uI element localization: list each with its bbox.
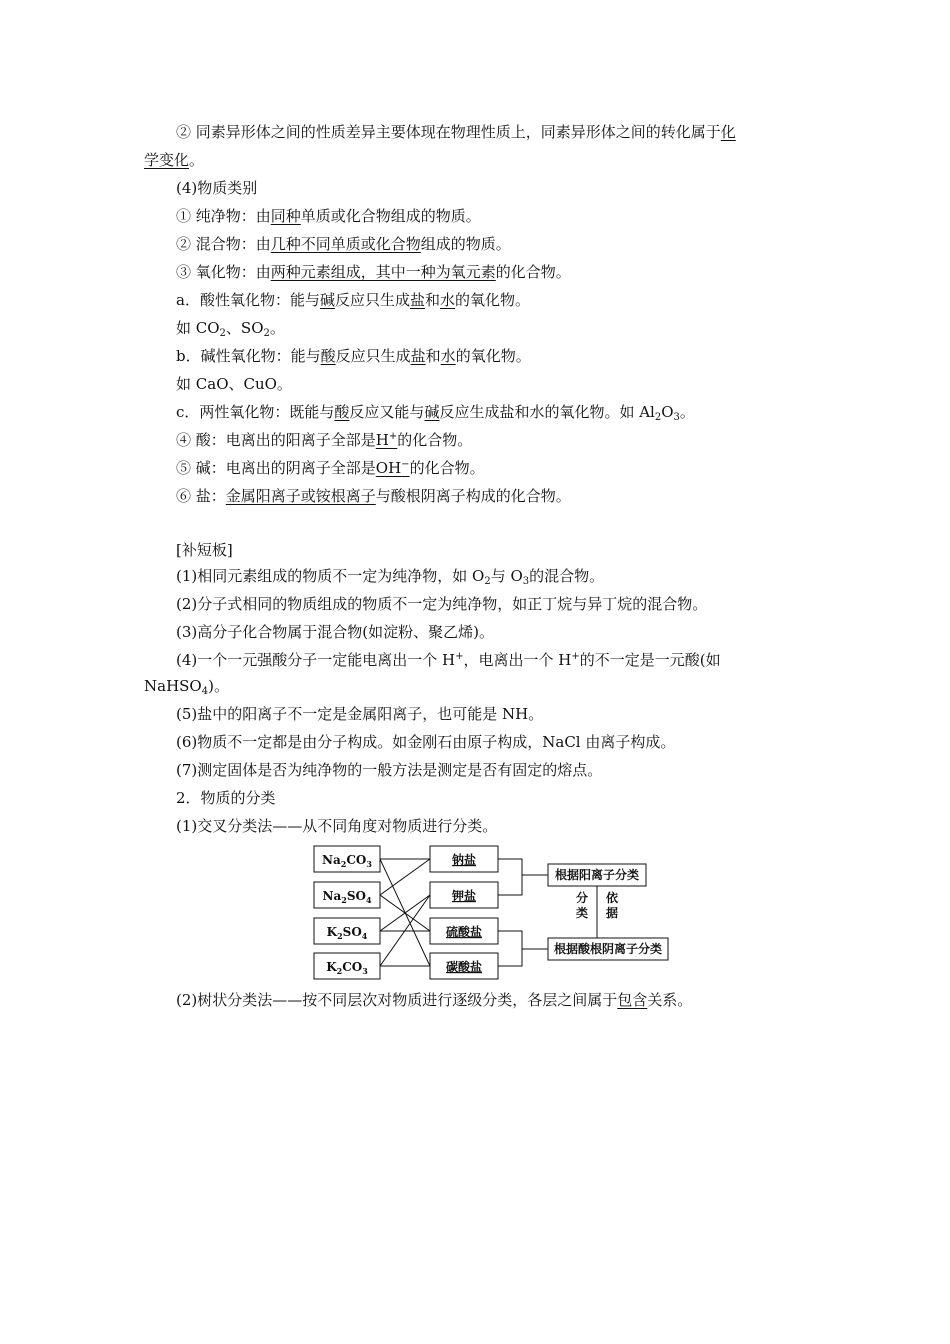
supplement-title [176,540,846,560]
text: O [661,403,674,421]
superscript: − [401,459,410,470]
def-acid [176,430,846,450]
formula-subscript: 3 [366,859,372,869]
text: ③ 氧化物：由 [176,263,271,281]
paragraph-allotrope [176,122,846,142]
text: a．酸性氧化物：能与 [176,291,320,309]
superscript: + [455,651,464,662]
text: 的混合物。 [529,567,605,585]
supplement-item-7 [176,760,846,780]
label-basis-char: 分 [575,891,589,905]
subscript: 2 [219,328,226,339]
link-line [380,859,430,895]
text: (6)物质不一定都是由分子构成。如金刚石由原子构成，NaCl 由离子构成。 [176,733,676,751]
bracket-anion [498,931,522,966]
text: OH [375,459,402,477]
def-basic-oxide [176,346,846,366]
text: c．两性氧化物：既能与 [176,403,335,421]
cross-classification-diagram [312,844,672,980]
diagram-svg [312,844,672,980]
tree-classification-text [176,990,846,1010]
underlined-answer: 盐 [410,347,426,365]
label-na2so4 [322,889,371,905]
label-k2co3 [326,960,368,976]
text: 。 [269,319,285,337]
label-basis-char: 依 [605,891,619,905]
formula-subscript: 4 [361,931,368,941]
formula-part: K [326,960,337,974]
formula-subscript: 2 [341,895,347,905]
text: ⑤ 碱：电离出的阴离子全部是 [176,459,376,477]
text: ② 混合物：由 [176,235,271,253]
underlined-answer: 碱 [424,403,440,421]
text: 反应只生成 [334,291,410,309]
formula-part: K [326,925,338,939]
text: 组成的物质。 [420,235,511,253]
text: 2．物质的分类 [176,789,276,807]
label-k2so4 [327,925,368,941]
underlined-answer: 学变化 [144,151,190,169]
formula-part: CO [342,960,363,974]
text: 。 [189,151,205,169]
text: NaHSO [144,677,202,695]
label-basis-char: 据 [605,906,619,920]
text: 的不一定是一元酸(如 [579,651,721,669]
supplement-item-5 [176,704,846,724]
text: 反应生成盐和水的氧化物。如 Al [439,403,655,421]
text: 的化合物。 [495,263,571,281]
label-sulfate: 硫酸盐 [445,925,483,939]
text: 与 O [490,567,523,585]
label-by-anion: 根据酸根阴离子分类 [553,942,663,956]
def-mixture [176,234,846,254]
formula-subscript: 3 [362,966,368,976]
underlined-answer [376,431,397,449]
text: ② 同素异形体之间的性质差异主要体现在物理性质上，同素异形体之间的转化属于 [176,123,721,141]
formula-part: CO [346,853,367,867]
text: 的化合物。 [397,431,473,449]
subscript: 2 [484,576,491,587]
text: (1)相同元素组成的物质不一定为纯净物，如 O [176,567,485,585]
text: 反应又能与 [349,403,425,421]
superscript: + [571,651,580,662]
formula-part: Na [322,853,341,867]
example-acidic-oxide [176,318,846,338]
def-amphoteric-oxide [176,402,846,422]
label-potassium-salt: 钾盐 [451,889,477,903]
text: (7)测定固体是否为纯净物的一般方法是测定是否有固定的熔点。 [176,761,603,779]
text: 如 CO [176,319,220,337]
text: ⑥ 盐： [176,487,226,505]
def-base [176,458,846,478]
cross-classification-text [176,816,846,836]
underlined-answer [376,459,410,477]
formula-subscript: 4 [365,895,372,905]
underlined-answer: 两种元素组成，其中一种为氧元素 [270,263,496,281]
supplement-item-3 [176,622,846,642]
text: ④ 酸：电离出的阳离子全部是 [176,431,376,449]
text: [补短板] [176,541,233,559]
underlined-answer: 碱 [319,291,335,309]
underlined-answer: 水 [440,347,456,365]
subscript: 4 [201,686,209,697]
text: 、SO [225,319,264,337]
underlined-answer: 金属阳离子或铵根离子 [225,487,376,505]
underlined-answer: 同种 [270,207,301,225]
label-carbonate: 碳酸盐 [445,960,483,974]
underlined-answer: 化 [720,123,736,141]
text: b．碱性氧化物：能与 [176,347,321,365]
example-basic-oxide [176,374,846,394]
underlined-answer: 酸 [320,347,336,365]
subscript: 2 [263,328,270,339]
supplement-item-6 [176,732,846,752]
underlined-answer: 水 [440,291,456,309]
subscript: 3 [673,412,680,423]
text: 关系。 [647,991,693,1009]
formula-subscript: 2 [337,931,343,941]
supplement-item-1 [176,566,846,586]
def-acidic-oxide [176,290,846,310]
text: H [375,431,389,449]
text: (2)分子式相同的物质组成的物质不一定为纯净物，如正丁烷与异丁烷的混合物。 [176,595,708,613]
paragraph-allotrope-cont [144,150,814,170]
supplement-item-4 [176,650,846,670]
text: ① 纯净物：由 [176,207,271,225]
label-by-cation: 根据阳离子分类 [554,868,640,882]
text: (5)盐中的阳离子不一定是金属阳离子，也可能是 NH。 [176,705,544,723]
text: (2)树状分类法——按不同层次对物质进行逐级分类，各层之间属于 [176,991,618,1009]
label-basis-char: 类 [575,906,589,920]
text: (1)交叉分类法——从不同角度对物质进行分类。 [176,817,498,835]
text: 的氧化物。 [455,347,531,365]
formula-part: Na [322,889,342,903]
text: 和 [425,291,441,309]
def-pure-substance [176,206,846,226]
text: )。 [208,677,229,695]
text: 与酸根阴离子构成的化合物。 [375,487,571,505]
text: 的氧化物。 [455,291,531,309]
def-oxide [176,262,846,282]
formula-subscript: 2 [336,966,343,976]
text: 。 [679,403,695,421]
text: (4)物质类别 [176,179,258,197]
text: 单质或化合物组成的物质。 [300,207,481,225]
def-salt [176,486,846,506]
formula-subscript: 2 [340,859,347,869]
text: 的化合物。 [409,459,485,477]
label-na2co3 [322,853,372,869]
supplement-item-4-cont [144,676,814,696]
text: (4)一个一元强酸分子一定能电离出一个 H [176,651,456,669]
underlined-answer: 酸 [334,403,350,421]
text: (3)高分子化合物属于混合物(如淀粉、聚乙烯)。 [176,623,494,641]
text: ，电离出一个 H [463,651,572,669]
heading-substance-types [176,178,846,198]
underlined-answer: 几种不同单质或化合物 [270,235,421,253]
section-classification-title [176,788,846,808]
underlined-answer: 盐 [409,291,425,309]
subscript: 3 [522,576,530,587]
text: 和 [425,347,441,365]
label-sodium-salt: 钠盐 [451,853,477,867]
text: 如 CaO、CuO。 [176,375,292,393]
formula-part: SO [346,889,366,903]
text: 反应只生成 [335,347,411,365]
underlined-answer: 包含 [617,991,648,1009]
supplement-item-2 [176,594,846,614]
subscript: 2 [654,412,662,423]
formula-part: SO [342,925,362,939]
bracket-cation [498,859,522,895]
superscript: + [388,431,398,442]
